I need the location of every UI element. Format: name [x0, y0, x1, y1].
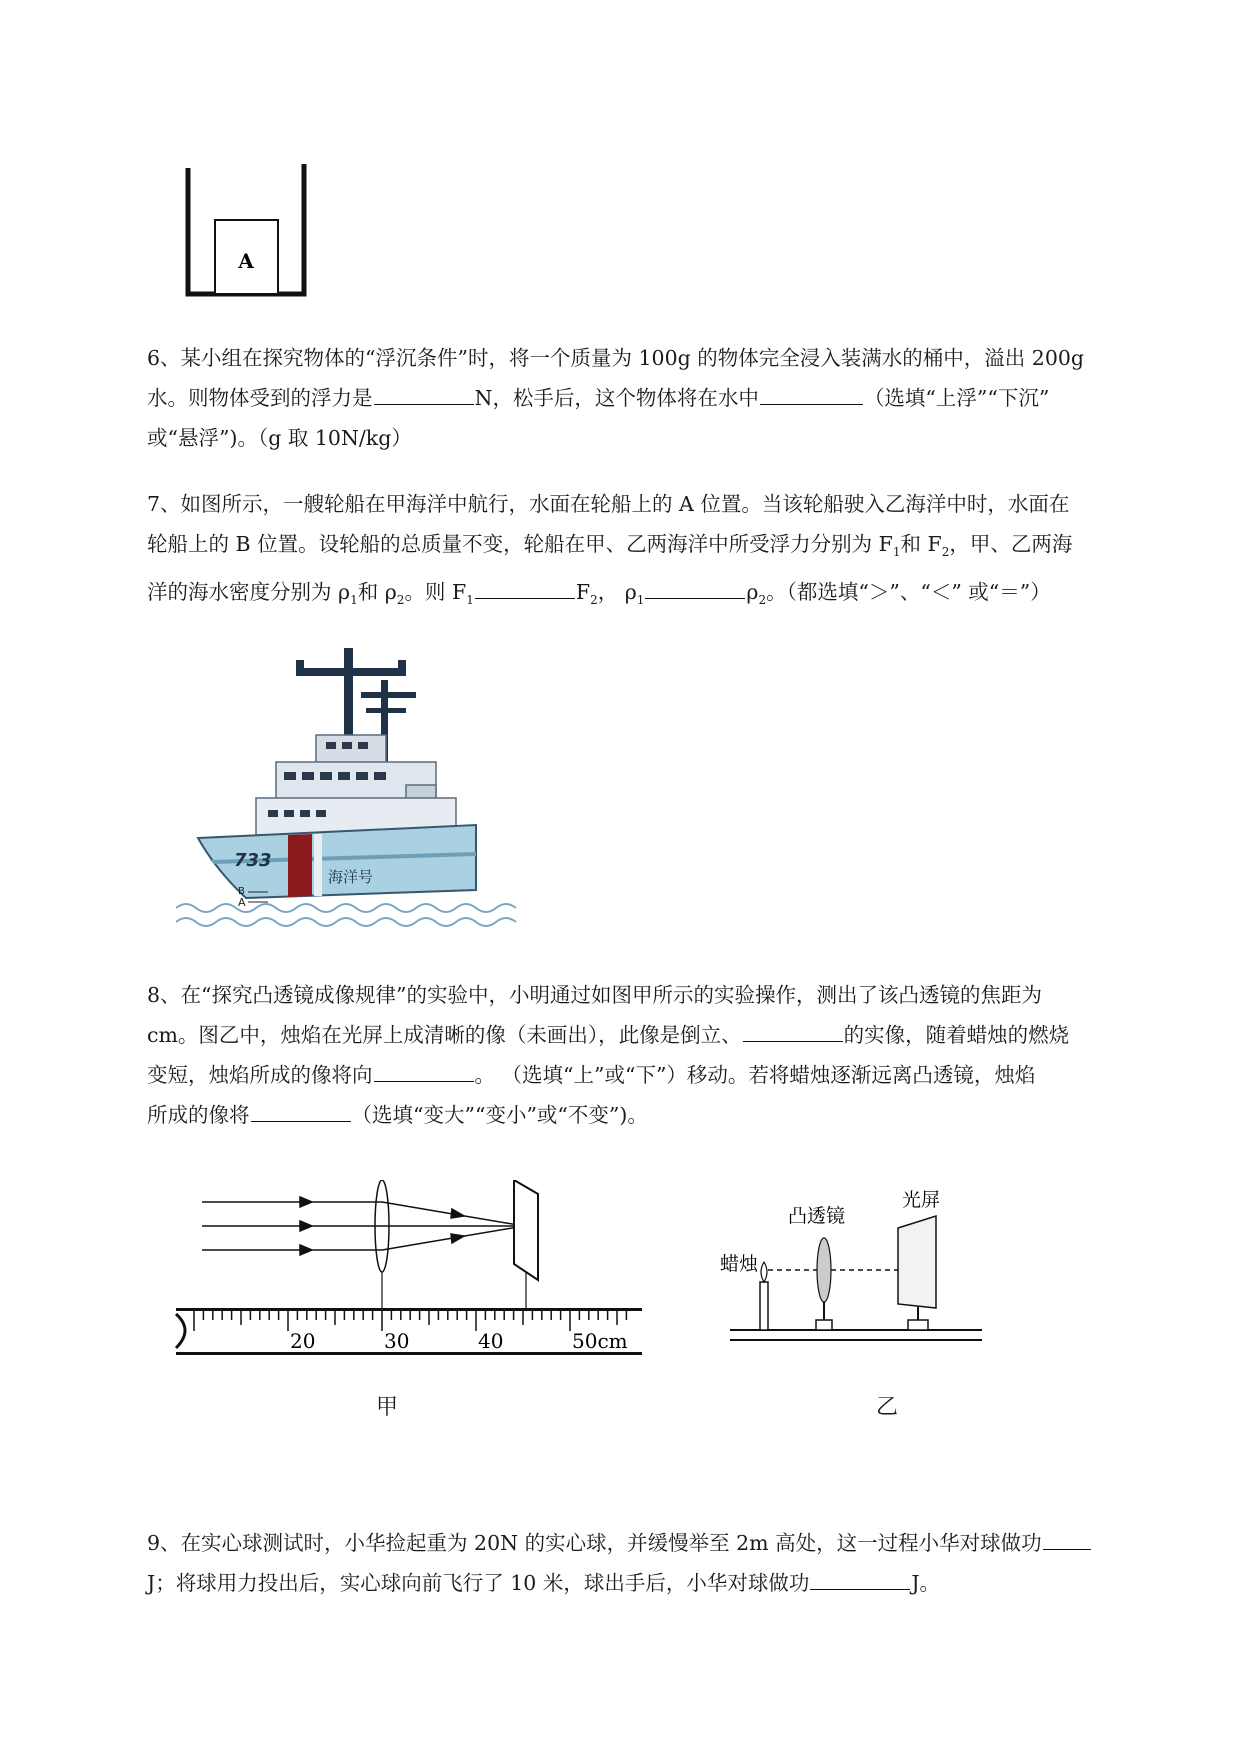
question-8 — [147, 975, 1159, 1135]
answer-blank[interactable] — [760, 384, 863, 405]
q9-line2: J；将球用力投出后，实心球向前飞行了 10 米，球出手后，小华对球做功 J。 — [147, 1571, 941, 1595]
container-with-block-figure — [180, 160, 320, 300]
question-6 — [147, 338, 1159, 458]
label-candle: 蜡烛 — [720, 1253, 759, 1275]
answer-blank[interactable] — [374, 1061, 474, 1082]
answer-blank[interactable] — [251, 1101, 351, 1122]
q8-line3: 变短，烛焰所成的像将向 。 （选填“上”或“下”）移动。若将蜡烛逐渐远离凸透镜，烛焰 — [147, 1063, 1036, 1087]
answer-blank[interactable] — [1043, 1529, 1091, 1550]
q8-line2: cm。图乙中，烛焰在光屏上成清晰的像（未画出），此像是倒立、 的实像，随着蜡烛的燃烧 — [147, 1023, 1070, 1047]
question-7 — [147, 484, 1159, 620]
answer-blank[interactable] — [645, 578, 745, 599]
ruler-tick-label: 50cm — [572, 1329, 628, 1353]
answer-blank[interactable] — [374, 384, 474, 405]
answer-blank[interactable] — [810, 1569, 910, 1590]
figure-caption-jia: 甲 — [376, 1395, 399, 1420]
q6-line2: 水。则物体受到的浮力是 N，松手后，这个物体将在水中 （选填“上浮”“下沉” — [147, 386, 1050, 410]
focal-length-figure — [172, 1180, 652, 1370]
water-mark-b: B — [238, 886, 245, 897]
ruler-tick-label: 40 — [478, 1329, 504, 1353]
water-mark-a: A — [238, 896, 246, 909]
answer-blank[interactable] — [475, 578, 575, 599]
ship-illustration — [176, 640, 526, 940]
optical-bench-figure — [720, 1170, 1020, 1350]
label-screen: 光屏 — [902, 1189, 941, 1211]
answer-blank[interactable] — [743, 1021, 843, 1042]
q9-line1: 9、在实心球测试时，小华捡起重为 20N 的实心球，并缓慢举至 2m 高处，这一过程小华对球做功 — [147, 1523, 1159, 1563]
hull-number: 733 — [234, 850, 272, 871]
question-9 — [147, 1523, 1159, 1603]
q7-line1: 7、如图所示，一艘轮船在甲海洋中航行，水面在轮船上的 A 位置。当该轮船驶入乙海洋中时，水面在 — [147, 492, 1070, 516]
q8-line1: 8、在“探究凸透镜成像规律”的实验中，小明通过如图甲所示的实验操作，测出了该凸透镜的焦距为 — [147, 983, 1043, 1007]
ruler-tick-label: 20 — [290, 1329, 316, 1353]
q6-line3: 或“悬浮”)。（g 取 10N/kg） — [147, 426, 412, 450]
q7-line2: 轮船上的 B 位置。设轮船的总质量不变，轮船在甲、乙两海洋中所受浮力分别为 $F_1$和 $F_2$，甲、乙两海 — [147, 532, 1073, 560]
q6-line1: 6、某小组在探究物体的“浮沉条件”时，将一个质量为 100g 的物体完全浸入装满水的桶中，溢出 200g — [147, 346, 1085, 370]
q8-line4: 所成的像将 （选填“变大”“变小”或“不变”)。 — [147, 1103, 648, 1127]
figure-caption-yi: 乙 — [876, 1395, 899, 1420]
label-lens: 凸透镜 — [788, 1205, 846, 1227]
ruler-tick-label: 30 — [384, 1329, 410, 1353]
ship-name: 海洋号 — [328, 868, 374, 886]
q7-line3: 洋的海水密度分别为 $\rho_1$和 $\rho_2$。则 $F_1$ $F_2$， $\rho_1$ $\rho_2$。（都选填“＞”、“＜” 或“＝”） — [147, 580, 1051, 608]
block-label: A — [238, 249, 254, 273]
